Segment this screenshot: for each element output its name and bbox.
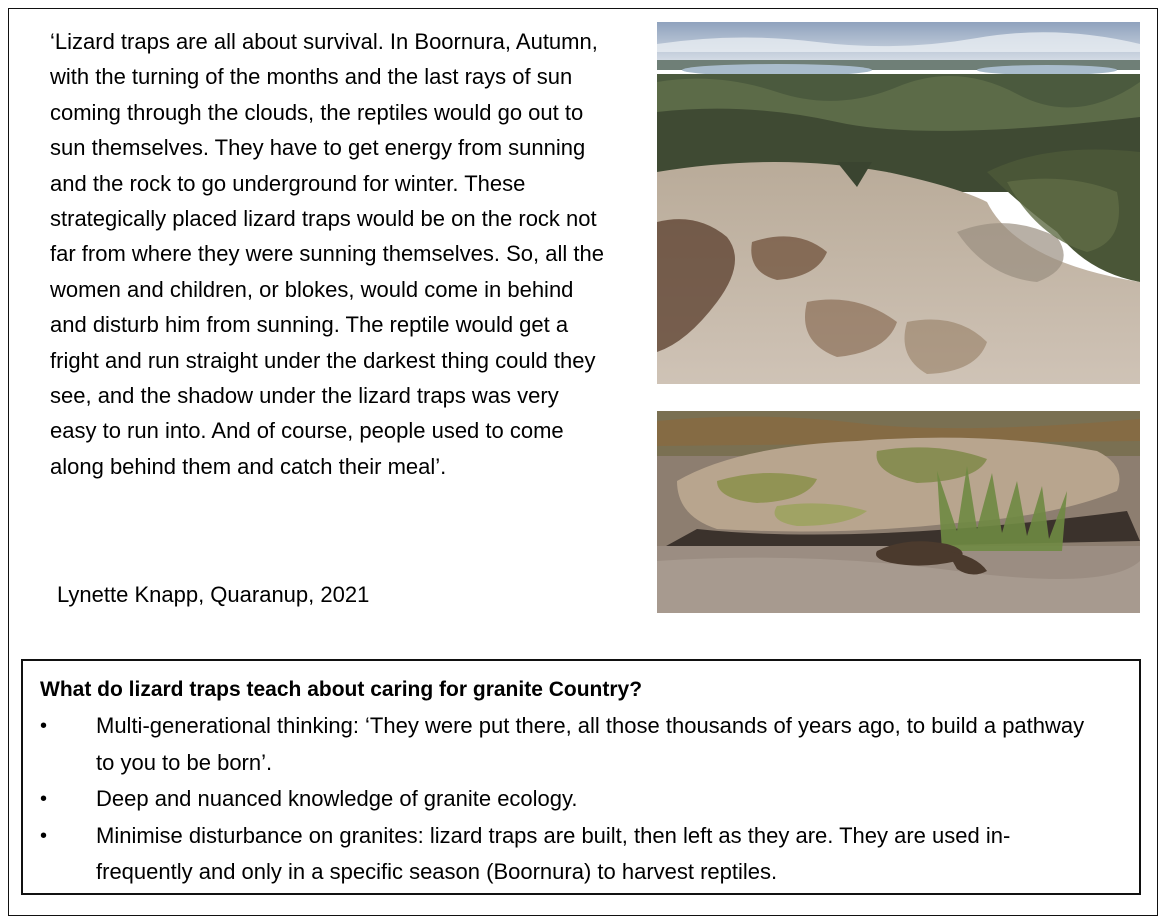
box-heading: What do lizard traps teach about caring for granite Country? <box>40 678 643 701</box>
list-item <box>40 781 1086 818</box>
lessons-list <box>40 708 1139 891</box>
quote-attribution: Lynette Knapp, Quaranup, 2021 <box>57 582 370 607</box>
bullet-icon: • <box>40 824 48 847</box>
granite-landscape-photo <box>657 22 1140 384</box>
list-item <box>40 818 1086 891</box>
list-item-text: Multi-generational thinking: ‘They were put there, all those thousands of years ago, to build a pathway to you to be born’. <box>96 713 1085 775</box>
list-item-text: Minimise disturbance on granites: lizard traps are built, then left as they are. They are used in-frequently and only in a specific season (Boornura) to harvest reptiles. <box>96 822 1011 884</box>
bullet-icon: • <box>40 715 48 737</box>
lizard-trap-photo <box>657 411 1140 613</box>
list-item <box>40 708 1086 781</box>
list-item-text: Deep and nuanced knowledge of granite ecology. <box>96 786 578 811</box>
bullet-icon: • <box>40 788 48 810</box>
quote-text: ‘Lizard traps are all about survival. In Boornura, Autumn, with the turning of the months and the last rays of sun coming through the clouds, the reptiles would go out to sun themselves. They have to get energy from sunning and the rock to go underground for winter. These strategically placed lizard traps would be on the rock not far from where they were sunning themselves. So, all the women and children, or blokes, would come in behind and disturb him from sunning. The reptile would get a fright and run straight under the darkest thing could they see, and the shadow under the lizard traps was very easy to run into. And of course, people used to come along behind them and catch their meal’. <box>50 29 604 479</box>
key-lessons-box <box>21 659 1141 895</box>
